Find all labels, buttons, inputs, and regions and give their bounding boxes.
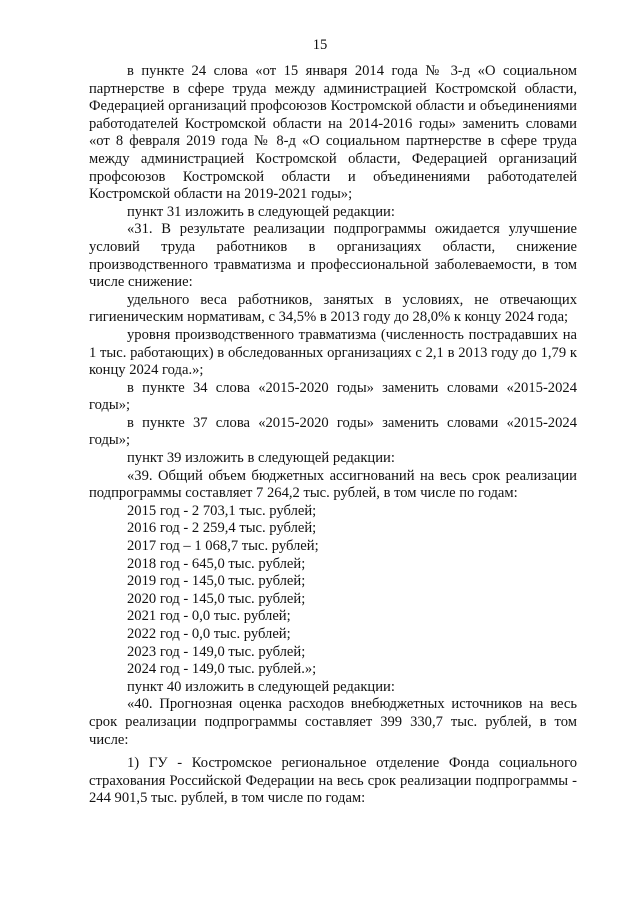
page-number: 15 xyxy=(312,37,328,53)
funding-by-year-list xyxy=(89,503,577,679)
funding-year-2015: 2015 год - 2 703,1 тыс. рублей; xyxy=(127,502,317,519)
funding-year-2021: 2021 год - 0,0 тыс. рублей; xyxy=(127,608,291,625)
paragraph-injury-rate: уровня производственного травматизма (численность пострадавших на 1 тыс. работающих) в обследованных организациях с 2,1 в 2013 году до 1,79 к концу 2024 года.»; xyxy=(89,326,577,379)
paragraph-item-31-text: «31. В результате реализации подпрограммы ожидается улучшение условий труда работников в организациях области, снижение производственного травматизма и профессиональной заболеваемости, в том числе снижение: xyxy=(89,221,577,291)
document-body xyxy=(89,63,577,808)
paragraph-item-39-intro: пункт 39 изложить в следующей редакции: xyxy=(127,450,395,467)
funding-year-2017: 2017 год – 1 068,7 тыс. рублей; xyxy=(127,538,319,555)
funding-year-2018: 2018 год - 645,0 тыс. рублей; xyxy=(127,555,306,572)
paragraph-item-31-intro: пункт 31 изложить в следующей редакции: xyxy=(127,203,395,220)
funding-year-2024: 2024 год - 149,0 тыс. рублей.»; xyxy=(127,661,317,678)
paragraph-hygiene-share: удельного веса работников, занятых в условиях, не отвечающих гигиеническим нормативам, с 34,5% в 2013 году до 28,0% к концу 2024 года; xyxy=(89,291,577,326)
funding-year-2019: 2019 год - 145,0 тыс. рублей; xyxy=(127,573,306,590)
paragraph-item-37-amendment: в пункте 37 слова «2015-2020 годы» заменить словами «2015-2024 годы»; xyxy=(89,414,577,449)
paragraph-item-34-amendment: в пункте 34 слова «2015-2020 годы» заменить словами «2015-2024 годы»; xyxy=(89,379,577,414)
paragraph-item-40-intro: пункт 40 изложить в следующей редакции: xyxy=(127,678,395,695)
paragraph-social-insurance-fund: 1) ГУ - Костромское региональное отделение Фонда социального страхования Российской Федерации на весь срок реализации подпрограммы - 244 901,5 тыс. рублей, в том числе по годам: xyxy=(89,755,577,807)
funding-year-2022: 2022 год - 0,0 тыс. рублей; xyxy=(127,626,291,642)
funding-year-2023: 2023 год - 149,0 тыс. рублей; xyxy=(127,643,306,660)
paragraph-item-40-text: «40. Прогнозная оценка расходов внебюджетных источников на весь срок реализации подпрограммы составляет 399 330,7 тыс. рублей, в том числе: xyxy=(89,696,577,748)
paragraph-item-39-text: «39. Общий объем бюджетных ассигнований на весь срок реализации подпрограммы составляет 7 264,2 тыс. рублей, в том числе по годам: xyxy=(89,467,577,502)
paragraph-item-24-amendment: в пункте 24 слова «от 15 января 2014 года № 3-д «О социальном партнерстве в сфере труда между администрацией Костромской области, Федерацией организаций профсоюзов Костромской области и объединениями работодателей Костромской области на 2014-2016 годы» заменить словами «от 8 февраля 2019 года № 8-д «О социальном партнерстве в сфере труда между администрацией Костромской области, Федерацией организаций профсоюзов Костромской области и объединениями работодателей Костромской области на 2019-2021 годы»; xyxy=(89,63,577,203)
funding-year-2020: 2020 год - 145,0 тыс. рублей; xyxy=(127,590,306,607)
funding-year-2016: 2016 год - 2 259,4 тыс. рублей; xyxy=(127,520,317,537)
